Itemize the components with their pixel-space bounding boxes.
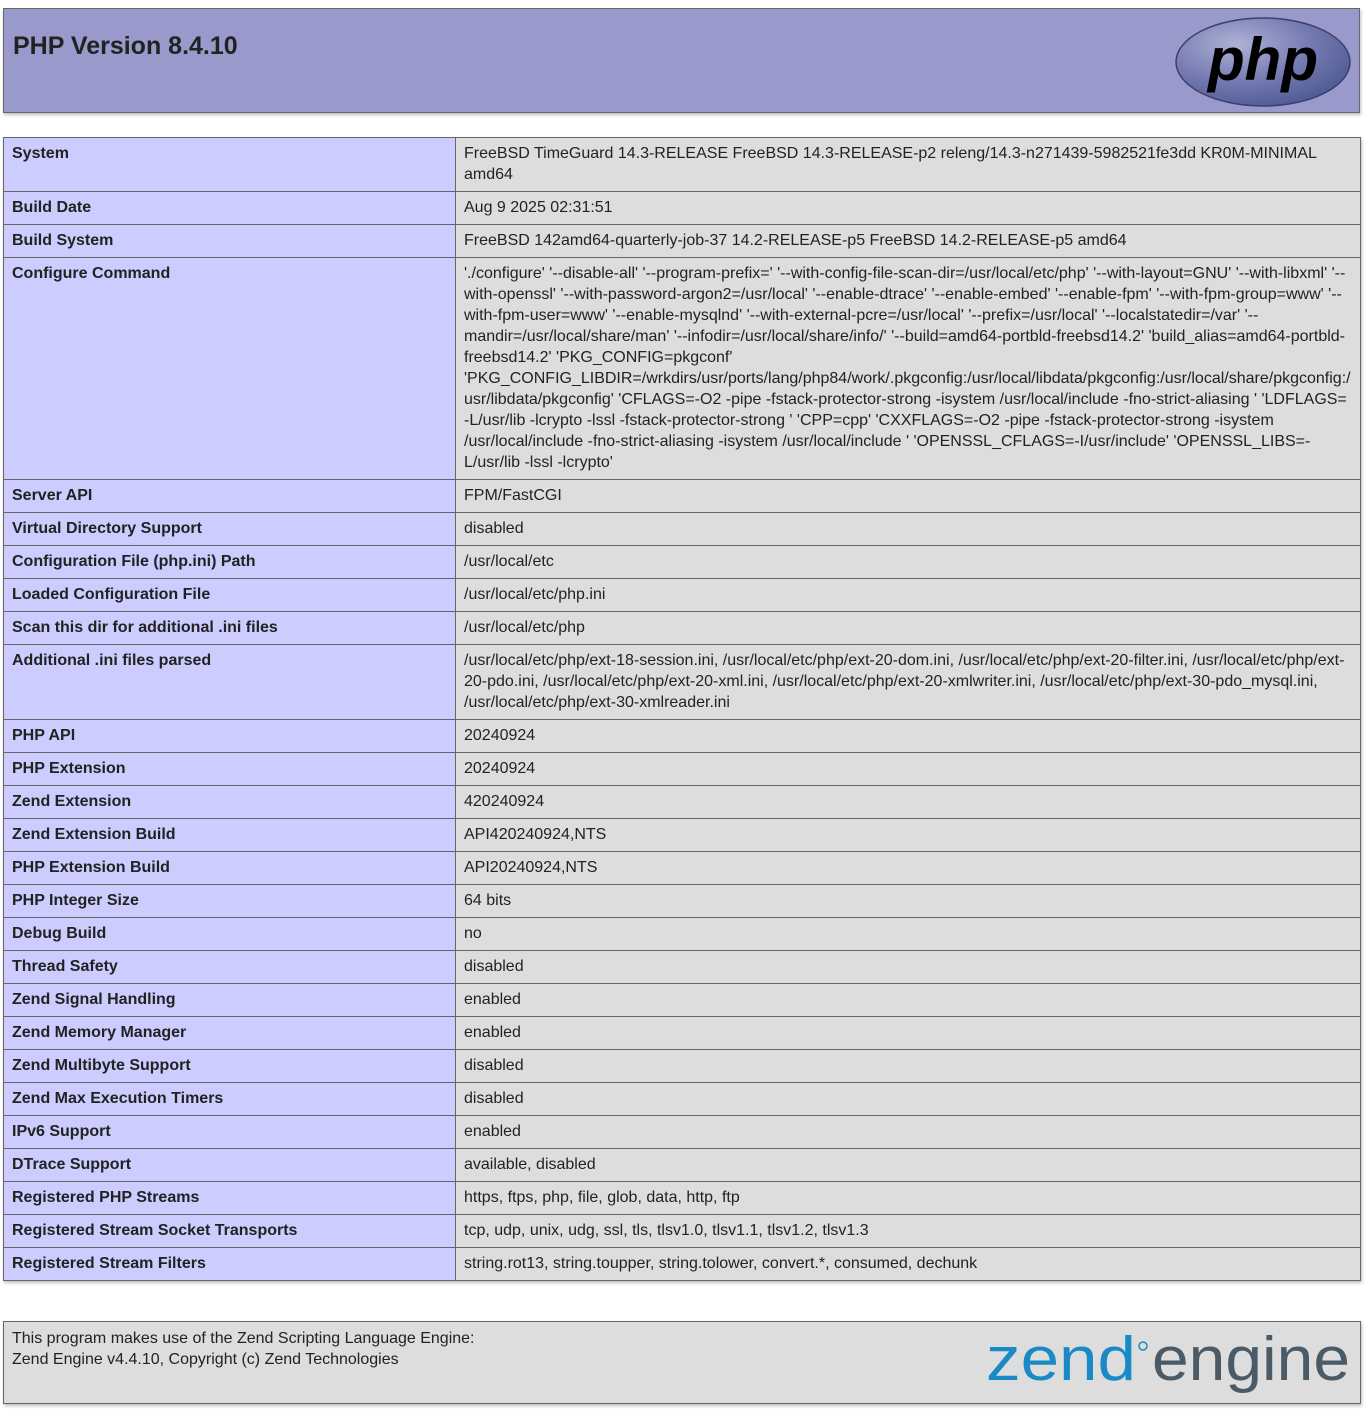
row-label: Registered Stream Socket Transports bbox=[4, 1215, 456, 1248]
php-logo bbox=[1174, 16, 1352, 108]
row-label: Zend Extension Build bbox=[4, 819, 456, 852]
row-value: FPM/FastCGI bbox=[456, 480, 1361, 513]
row-label: Zend Multibyte Support bbox=[4, 1050, 456, 1083]
table-row bbox=[4, 852, 1361, 885]
row-label: PHP Integer Size bbox=[4, 885, 456, 918]
table-row bbox=[4, 1182, 1361, 1215]
table-row bbox=[4, 225, 1361, 258]
row-label: PHP Extension Build bbox=[4, 852, 456, 885]
table-row bbox=[4, 1215, 1361, 1248]
row-label: Build System bbox=[4, 225, 456, 258]
table-row bbox=[4, 819, 1361, 852]
row-value: tcp, udp, unix, udg, ssl, tls, tlsv1.0, tlsv1.1, tlsv1.2, tlsv1.3 bbox=[456, 1215, 1361, 1248]
row-label: Server API bbox=[4, 480, 456, 513]
table-row bbox=[4, 612, 1361, 645]
row-value: Aug 9 2025 02:31:51 bbox=[456, 192, 1361, 225]
zend-version: Zend Engine v4.4.10, Copyright (c) Zend Technologies bbox=[12, 1351, 399, 1368]
row-label: Additional .ini files parsed bbox=[4, 645, 456, 720]
row-value: 64 bits bbox=[456, 885, 1361, 918]
row-value: 20240924 bbox=[456, 753, 1361, 786]
row-label: Build Date bbox=[4, 192, 456, 225]
row-label: Configure Command bbox=[4, 258, 456, 480]
row-value: enabled bbox=[456, 984, 1361, 1017]
row-label: PHP API bbox=[4, 720, 456, 753]
header-banner bbox=[3, 8, 1360, 113]
row-value: disabled bbox=[456, 951, 1361, 984]
table-row bbox=[4, 1083, 1361, 1116]
table-row bbox=[4, 885, 1361, 918]
row-value: https, ftps, php, file, glob, data, http, ftp bbox=[456, 1182, 1361, 1215]
footer-panel bbox=[3, 1321, 1361, 1404]
row-value: FreeBSD 142amd64-quarterly-job-37 14.2-RELEASE-p5 FreeBSD 14.2-RELEASE-p5 amd64 bbox=[456, 225, 1361, 258]
row-value: enabled bbox=[456, 1116, 1361, 1149]
page-title: PHP Version 8.4.10 bbox=[13, 32, 238, 60]
row-value: disabled bbox=[456, 513, 1361, 546]
svg-text:php: php bbox=[1208, 26, 1318, 93]
row-value: './configure' '--disable-all' '--program-prefix=' '--with-config-file-scan-dir=/usr/local/etc/php' '--with-layout=GNU' '--with-libxml' '--with-openssl' '--with-password-argon2=/usr/local' '--enable-dtrace' '--enable-embed' '--enable-fpm' '--with-fpm-group=www' '--with-fpm-user=www' '--enable-mysqlnd' '--with-external-pcre=/usr/local' '--prefix=/usr/local' '--localstatedir=/var' '--mandir=/usr/local/share/man' '--infodir=/usr/local/share/info/' '--build=amd64-portbld-freebsd14.2' 'build_alias=amd64-portbld-freebsd14.2' 'PKG_CONFIG=pkgconf' 'PKG_CONFIG_LIBDIR=/wrkdirs/usr/ports/lang/php84/work/.pkgconfig:/usr/local/libdata/pkgconfig:/usr/local/share/pkgconfig:/usr/libdata/pkgconfig' 'CFLAGS=-O2 -pipe -fstack-protector-strong -isystem /usr/local/include -fno-strict-aliasing ' 'LDFLAGS= -L/usr/lib -lcrypto -lssl -fstack-protector-strong ' 'CPP=cpp' 'CXXFLAGS=-O2 -pipe -fstack-protector-strong -isystem /usr/local/include -fno-strict-aliasing -isystem /usr/local/include ' 'OPENSSL_CFLAGS=-I/usr/include' 'OPENSSL_LIBS=-L/usr/lib -lssl -lcrypto' bbox=[456, 258, 1361, 480]
row-label: Registered PHP Streams bbox=[4, 1182, 456, 1215]
row-label: Zend Memory Manager bbox=[4, 1017, 456, 1050]
table-row bbox=[4, 984, 1361, 1017]
table-row bbox=[4, 645, 1361, 720]
table-row bbox=[4, 1116, 1361, 1149]
table-row bbox=[4, 546, 1361, 579]
row-value: 20240924 bbox=[456, 720, 1361, 753]
zend-notice: This program makes use of the Zend Scripting Language Engine: bbox=[12, 1330, 475, 1347]
table-row bbox=[4, 579, 1361, 612]
row-value: disabled bbox=[456, 1050, 1361, 1083]
svg-text:engine: engine bbox=[1152, 1328, 1350, 1394]
table-row bbox=[4, 1050, 1361, 1083]
row-label: Scan this dir for additional .ini files bbox=[4, 612, 456, 645]
row-label: Zend Max Execution Timers bbox=[4, 1083, 456, 1116]
table-row bbox=[4, 753, 1361, 786]
table-row bbox=[4, 951, 1361, 984]
table-row bbox=[4, 786, 1361, 819]
table-row bbox=[4, 918, 1361, 951]
row-value: FreeBSD TimeGuard 14.3-RELEASE FreeBSD 14.3-RELEASE-p2 releng/14.3-n271439-5982521fe3dd KR0M-MINIMAL amd64 bbox=[456, 138, 1361, 192]
row-label: Debug Build bbox=[4, 918, 456, 951]
svg-text:zend: zend bbox=[986, 1328, 1136, 1394]
row-label: Thread Safety bbox=[4, 951, 456, 984]
row-label: DTrace Support bbox=[4, 1149, 456, 1182]
zend-engine-logo bbox=[986, 1328, 1352, 1398]
row-value: /usr/local/etc/php bbox=[456, 612, 1361, 645]
row-label: Virtual Directory Support bbox=[4, 513, 456, 546]
row-value: disabled bbox=[456, 1083, 1361, 1116]
table-row bbox=[4, 258, 1361, 480]
table-row bbox=[4, 480, 1361, 513]
row-value: 420240924 bbox=[456, 786, 1361, 819]
row-label: Zend Signal Handling bbox=[4, 984, 456, 1017]
row-value: /usr/local/etc/php/ext-18-session.ini, /usr/local/etc/php/ext-20-dom.ini, /usr/local/etc/php/ext-20-filter.ini, /usr/local/etc/php/ext-20-pdo.ini, /usr/local/etc/php/ext-20-xml.ini, /usr/local/etc/php/ext-20-xmlwriter.ini, /usr/local/etc/php/ext-30-pdo_mysql.ini, /usr/local/etc/php/ext-30-xmlreader.ini bbox=[456, 645, 1361, 720]
row-value: available, disabled bbox=[456, 1149, 1361, 1182]
row-value: API420240924,NTS bbox=[456, 819, 1361, 852]
table-row bbox=[4, 720, 1361, 753]
table-row bbox=[4, 1149, 1361, 1182]
table-row bbox=[4, 1017, 1361, 1050]
row-value: no bbox=[456, 918, 1361, 951]
row-value: string.rot13, string.toupper, string.tolower, convert.*, consumed, dechunk bbox=[456, 1248, 1361, 1281]
row-value: enabled bbox=[456, 1017, 1361, 1050]
row-label: System bbox=[4, 138, 456, 192]
row-value: /usr/local/etc/php.ini bbox=[456, 579, 1361, 612]
row-label: Configuration File (php.ini) Path bbox=[4, 546, 456, 579]
row-label: IPv6 Support bbox=[4, 1116, 456, 1149]
row-label: Zend Extension bbox=[4, 786, 456, 819]
row-value: API20240924,NTS bbox=[456, 852, 1361, 885]
row-label: Loaded Configuration File bbox=[4, 579, 456, 612]
table-row bbox=[4, 192, 1361, 225]
table-row bbox=[4, 138, 1361, 192]
table-row bbox=[4, 513, 1361, 546]
row-value: /usr/local/etc bbox=[456, 546, 1361, 579]
row-label: PHP Extension bbox=[4, 753, 456, 786]
table-row bbox=[4, 1248, 1361, 1281]
row-label: Registered Stream Filters bbox=[4, 1248, 456, 1281]
info-table bbox=[3, 137, 1361, 1281]
